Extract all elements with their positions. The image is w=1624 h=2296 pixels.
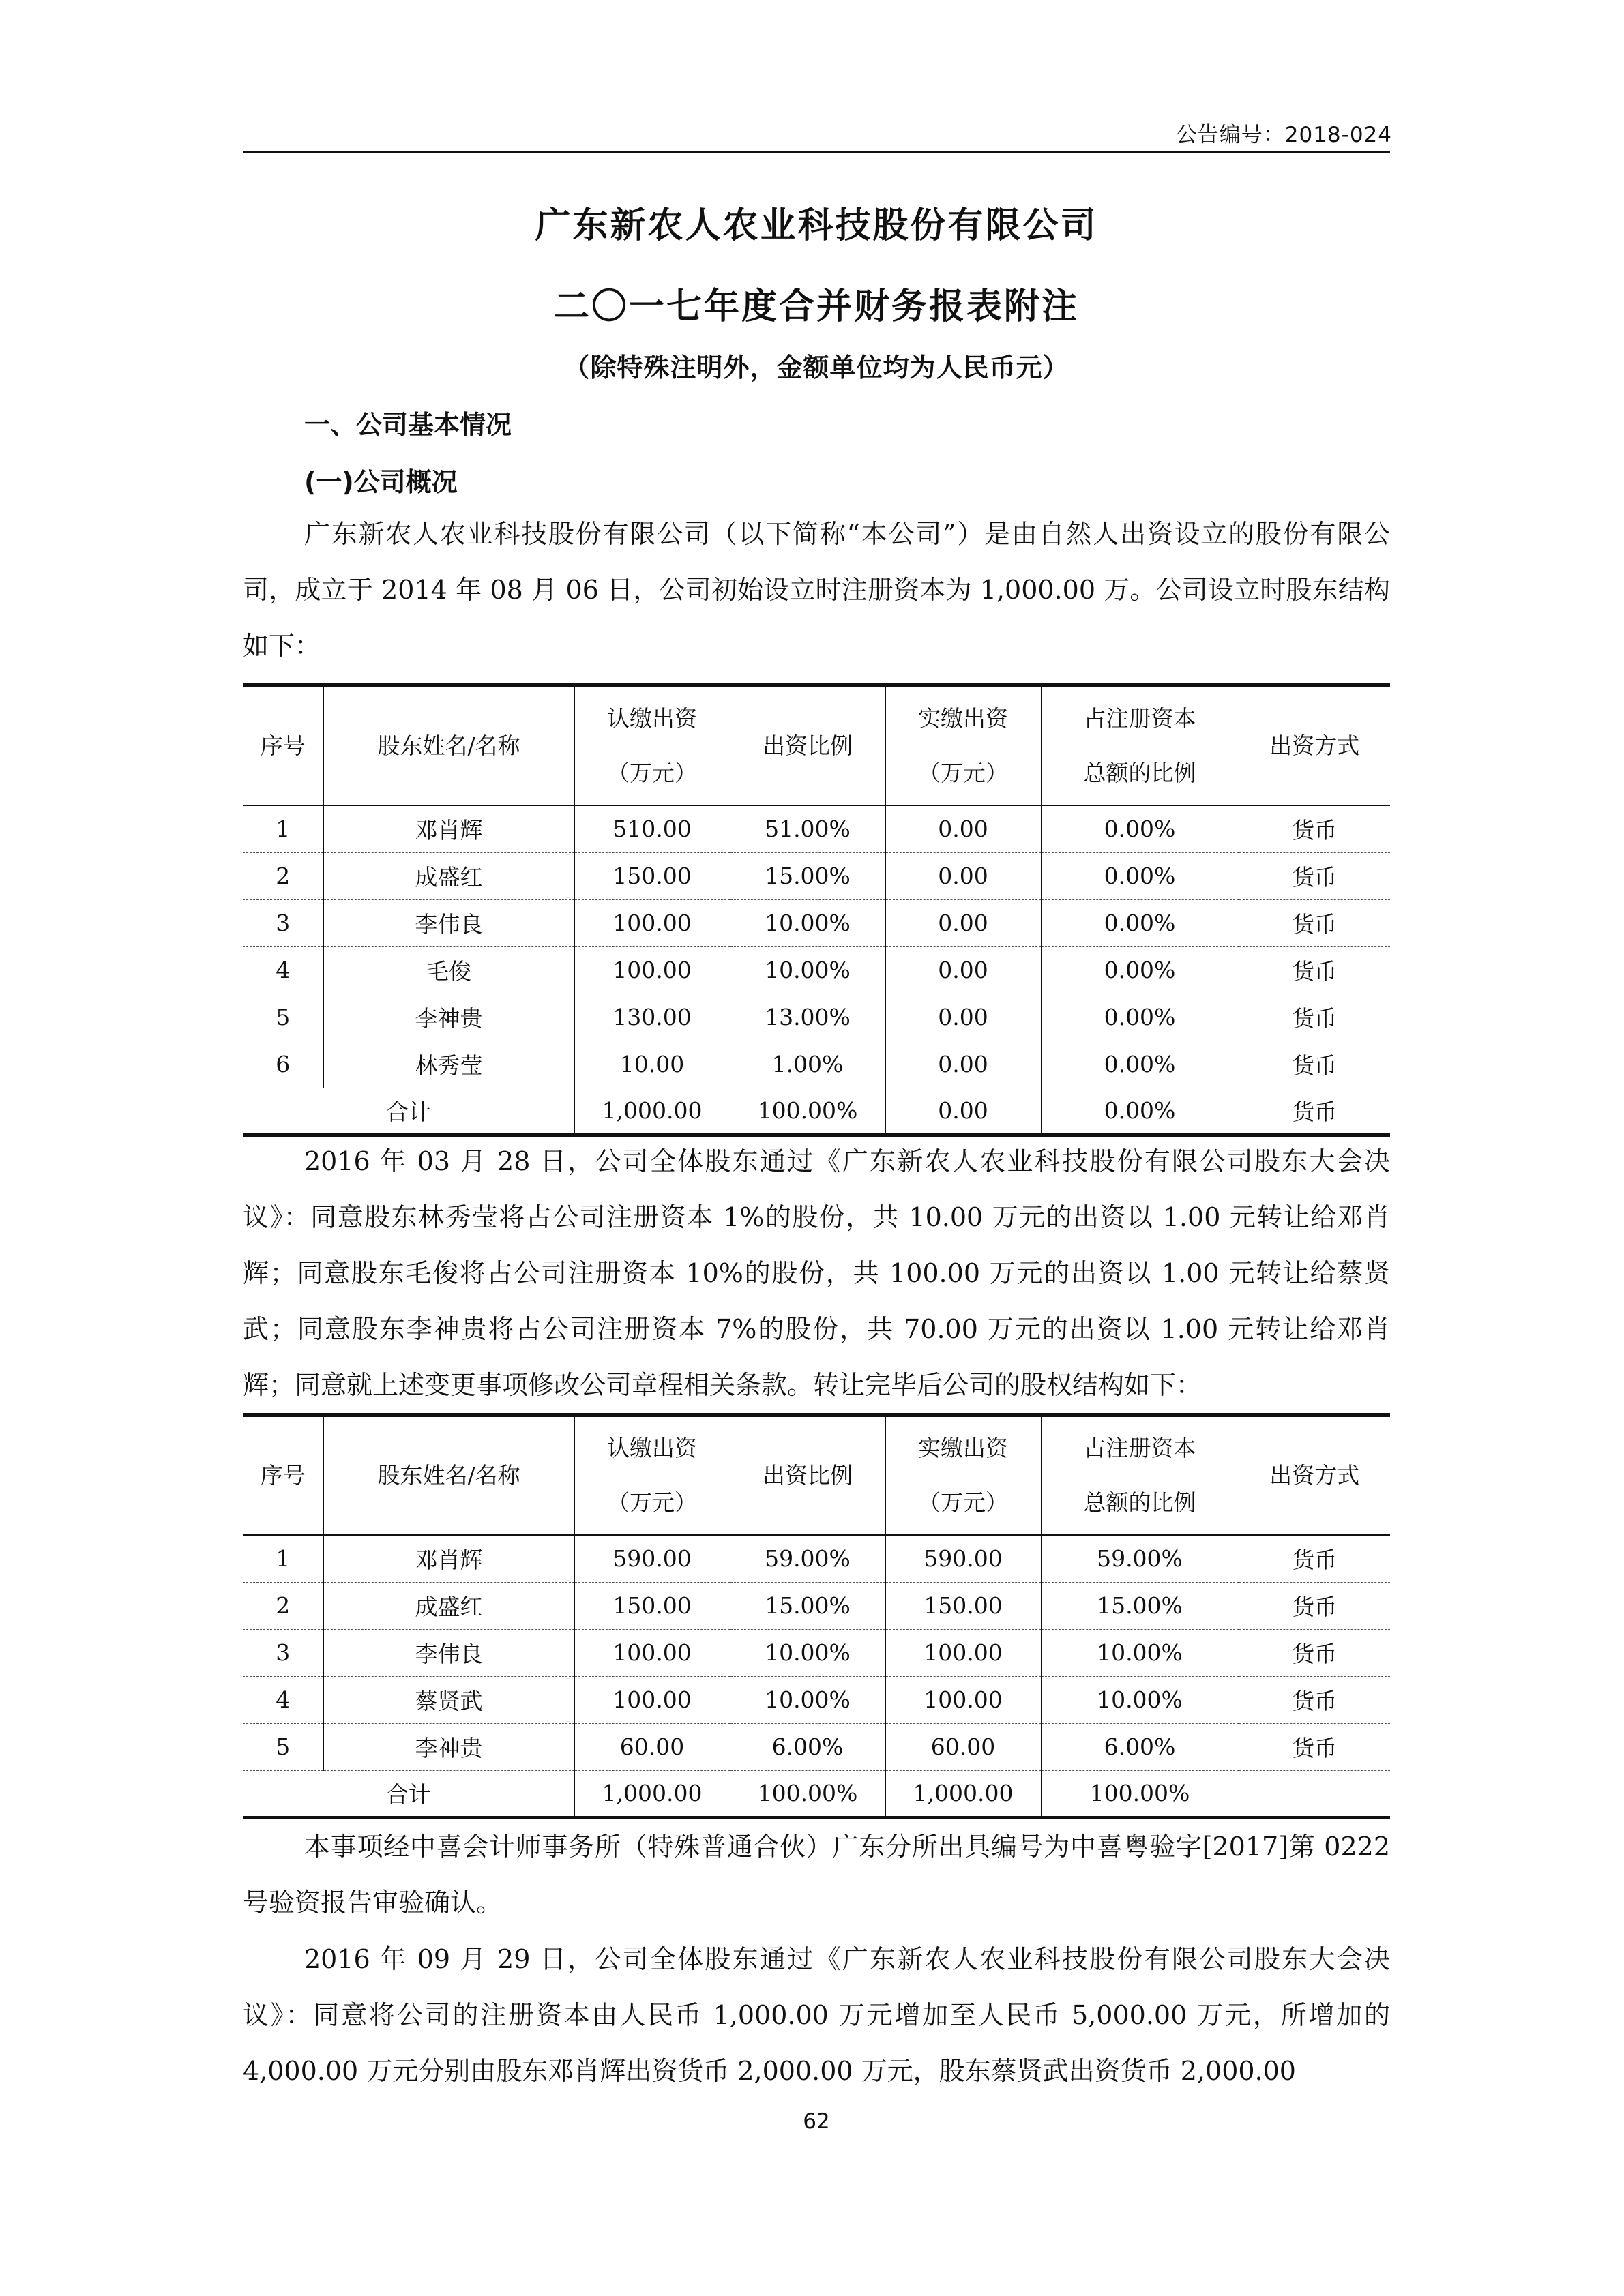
cell-ratio: 10.00% [730,946,885,994]
cell-subscribed: 510.00 [574,805,730,852]
section-heading: 一、公司基本情况 [304,410,512,440]
cell-ratio: 15.00% [730,1582,885,1629]
cell-name: 李神贵 [323,1723,574,1770]
cell-total-label: 合计 [243,1088,574,1135]
company-title: 广东新农人农业科技股份有限公司 [535,205,1098,246]
cell-paid: 0.00 [885,994,1041,1041]
cell-ratio: 1.00% [730,1041,885,1088]
col-header-name: 股东姓名/名称 [323,1415,574,1535]
table-row [243,1041,1390,1088]
cell-name: 林秀莹 [323,1041,574,1088]
col-header-method: 出资方式 [1239,1415,1390,1535]
header-rule [243,151,1390,153]
table-row [243,994,1390,1041]
table-header-row [243,685,1390,805]
cell-ratio: 10.00% [730,899,885,946]
cell-pct: 59.00% [1041,1535,1239,1582]
cell-method: 货币 [1239,1723,1390,1770]
cell-subscribed: 590.00 [574,1535,730,1582]
cell-total-label: 合计 [243,1770,574,1817]
cell-pct: 6.00% [1041,1723,1239,1770]
cell-method: 货币 [1239,946,1390,994]
cell-name: 成盛红 [323,852,574,899]
cell-method: 货币 [1239,1629,1390,1676]
paragraph-capital-verification: 本事项经中喜会计师事务所（特殊普通合伙）广东分所出具编号为中喜粤验字[2017]第 0222 号验资报告审验确认。 [243,1832,1390,1918]
table-row [243,805,1390,852]
cell-paid: 0.00 [885,899,1041,946]
subsection-heading: (一)公司概况 [304,467,458,497]
paragraph-capital-increase: 2016 年 09 月 29 日，公司全体股东通过《广东新农人农业科技股份有限公司股东大会决议》：同意将公司的注册资本由人民币 1,000.00 万元增加至人民币 5,000.00 万元，所增加的 4,000.00 万元分别由股东邓肖辉出资货币 2,000.00 万元，股东蔡贤武出资货币 2,000.00 [243,1944,1390,2086]
report-title: 二〇一七年度合并财务报表附注 [553,286,1079,327]
table-header-row [243,1415,1390,1535]
cell-name: 邓肖辉 [323,1535,574,1582]
cell-ratio: 59.00% [730,1535,885,1582]
cell-name: 邓肖辉 [323,805,574,852]
paragraph-share-transfer: 2016 年 03 月 28 日，公司全体股东通过《广东新农人农业科技股份有限公司股东大会决议》：同意股东林秀莹将占公司注册资本 1%的股份，共 10.00 万元的出资以 1.00 元转让给邓肖辉；同意股东毛俊将占公司注册资本 10%的股份，共 100.00 万元的出资以 1.00 元转让给蔡贤武；同意股东李神贵将占公司注册资本 7%的股份，共 70.00 万元的出资以 1.00 元转让给邓肖辉；同意就上述变更事项修改公司章程相关条款。转让完毕后公司的股权结构如下： [243,1146,1390,1400]
cell-no: 6 [243,1041,323,1088]
page-number: 62 [803,2109,830,2134]
table-total-row [243,1770,1390,1817]
col-header-paid: 实缴出资 （万元） [885,685,1041,805]
cell-paid: 0.00 [885,852,1041,899]
cell-name: 李神贵 [323,994,574,1041]
post-transfer-shareholder-table [243,1413,1390,1819]
table-row [243,1629,1390,1676]
initial-shareholder-table [243,683,1390,1137]
cell-subscribed: 100.00 [574,1629,730,1676]
col-header-pct: 占注册资本 总额的比例 [1041,685,1239,805]
cell-name: 毛俊 [323,946,574,994]
table-row [243,1676,1390,1723]
cell-ratio: 10.00% [730,1676,885,1723]
cell-pct: 10.00% [1041,1629,1239,1676]
cell-paid: 1,000.00 [885,1770,1041,1817]
cell-no: 2 [243,852,323,899]
table-row [243,1535,1390,1582]
col-header-subscribed: 认缴出资 （万元） [574,685,730,805]
cell-pct: 0.00% [1041,899,1239,946]
cell-paid: 590.00 [885,1535,1041,1582]
table-row [243,852,1390,899]
col-header-ratio: 出资比例 [730,685,885,805]
col-header-ratio: 出资比例 [730,1415,885,1535]
table-row [243,1723,1390,1770]
cell-pct: 15.00% [1041,1582,1239,1629]
table-total-row [243,1088,1390,1135]
cell-method: 货币 [1239,1676,1390,1723]
cell-subscribed: 1,000.00 [574,1770,730,1817]
cell-method: 货币 [1239,994,1390,1041]
cell-no: 3 [243,1629,323,1676]
col-header-subscribed: 认缴出资 （万元） [574,1415,730,1535]
cell-name: 成盛红 [323,1582,574,1629]
cell-ratio: 6.00% [730,1723,885,1770]
cell-pct: 100.00% [1041,1770,1239,1817]
cell-ratio: 13.00% [730,994,885,1041]
cell-pct: 0.00% [1041,805,1239,852]
cell-subscribed: 1,000.00 [574,1088,730,1135]
cell-method: 货币 [1239,852,1390,899]
cell-subscribed: 10.00 [574,1041,730,1088]
cell-subscribed: 100.00 [574,899,730,946]
announcement-number: 公告编号：2018-024 [1175,123,1392,147]
cell-pct: 0.00% [1041,1041,1239,1088]
cell-subscribed: 60.00 [574,1723,730,1770]
cell-paid: 0.00 [885,1088,1041,1135]
col-header-method: 出资方式 [1239,685,1390,805]
cell-ratio: 10.00% [730,1629,885,1676]
table-row [243,1582,1390,1629]
cell-name: 李伟良 [323,1629,574,1676]
cell-pct: 0.00% [1041,994,1239,1041]
cell-pct: 0.00% [1041,946,1239,994]
cell-paid: 0.00 [885,805,1041,852]
cell-paid: 100.00 [885,1676,1041,1723]
cell-no: 5 [243,1723,323,1770]
cell-method [1239,1770,1390,1817]
cell-no: 5 [243,994,323,1041]
cell-method: 货币 [1239,1041,1390,1088]
cell-paid: 150.00 [885,1582,1041,1629]
col-header-paid: 实缴出资 （万元） [885,1415,1041,1535]
cell-no: 2 [243,1582,323,1629]
cell-subscribed: 150.00 [574,852,730,899]
cell-method: 货币 [1239,1582,1390,1629]
cell-ratio: 100.00% [730,1088,885,1135]
cell-paid: 0.00 [885,946,1041,994]
cell-name: 李伟良 [323,899,574,946]
table-row [243,946,1390,994]
cell-no: 3 [243,899,323,946]
cell-subscribed: 100.00 [574,1676,730,1723]
cell-pct: 0.00% [1041,852,1239,899]
col-header-no: 序号 [243,685,323,805]
cell-no: 4 [243,946,323,994]
cell-paid: 0.00 [885,1041,1041,1088]
paragraph-company-overview: 广东新农人农业科技股份有限公司（以下简称“本公司”）是由自然人出资设立的股份有限公司，成立于 2014 年 08 月 06 日，公司初始设立时注册资本为 1,000.00 万。公司设立时股东结构如下： [243,519,1390,661]
cell-no: 1 [243,1535,323,1582]
cell-subscribed: 150.00 [574,1582,730,1629]
cell-no: 4 [243,1676,323,1723]
cell-name: 蔡贤武 [323,1676,574,1723]
cell-method: 货币 [1239,805,1390,852]
cell-method: 货币 [1239,1088,1390,1135]
cell-pct: 10.00% [1041,1676,1239,1723]
cell-subscribed: 100.00 [574,946,730,994]
cell-ratio: 100.00% [730,1770,885,1817]
cell-ratio: 15.00% [730,852,885,899]
cell-subscribed: 130.00 [574,994,730,1041]
cell-method: 货币 [1239,1535,1390,1582]
col-header-name: 股东姓名/名称 [323,685,574,805]
table-row [243,899,1390,946]
cell-ratio: 51.00% [730,805,885,852]
cell-paid: 60.00 [885,1723,1041,1770]
col-header-pct: 占注册资本 总额的比例 [1041,1415,1239,1535]
cell-method: 货币 [1239,899,1390,946]
cell-paid: 100.00 [885,1629,1041,1676]
currency-note: （除特殊注明外，金额单位均为人民币元） [563,353,1069,383]
cell-pct: 0.00% [1041,1088,1239,1135]
col-header-no: 序号 [243,1415,323,1535]
cell-no: 1 [243,805,323,852]
